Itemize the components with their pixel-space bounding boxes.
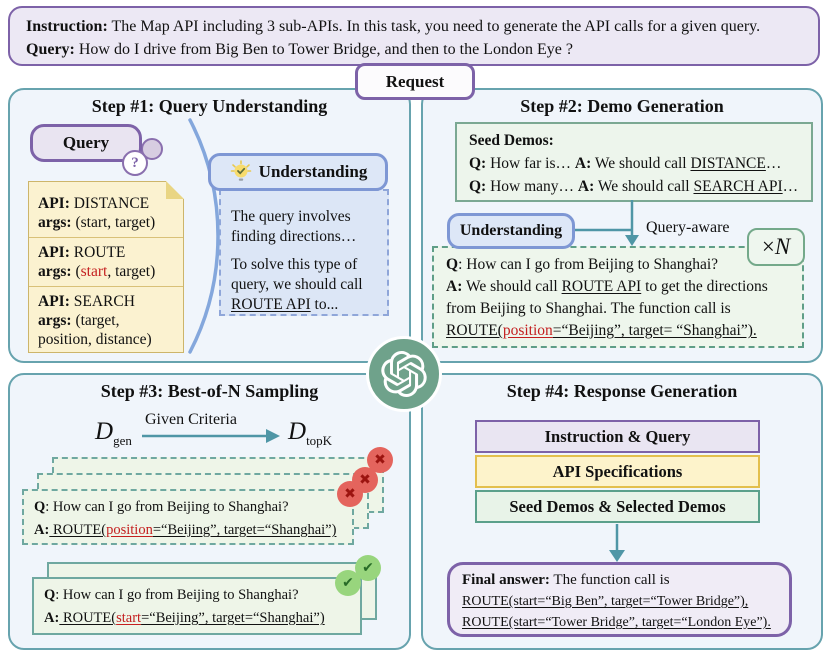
final-answer-line: [462, 570, 777, 591]
card-q-line: [34, 496, 342, 519]
understanding-label: Understanding: [459, 222, 563, 239]
route-api-underlined: ROUTE API: [561, 278, 642, 295]
cross-glyph: ✖: [359, 472, 371, 488]
api-name: SEARCH: [69, 293, 135, 310]
a-text: …: [765, 155, 782, 172]
api-underlined: SEARCH API: [693, 178, 783, 195]
question-bubble-icon: [122, 150, 148, 176]
check-glyph: ✔: [342, 575, 354, 591]
understanding-p2-post: to...: [310, 296, 339, 313]
a-text: We should call: [591, 155, 691, 172]
instruction-label: Instruction:: [26, 18, 108, 35]
step3-title: Step #3: Best-of-N Sampling: [100, 381, 319, 401]
q-text: How many…: [486, 178, 578, 195]
args-label: args:: [38, 312, 72, 329]
seed-demos-box: [455, 122, 813, 202]
q-label: Q: [34, 499, 46, 515]
api-spec-search: [29, 286, 183, 354]
seed-demos-title: Seed Demos:: [469, 132, 554, 149]
cross-glyph: ✖: [374, 452, 386, 468]
bar-label: Instruction & Query: [544, 426, 691, 446]
final-call-1: [462, 591, 777, 612]
card-q-line: [44, 584, 350, 607]
prompt-bar-seed-selected-demos: [475, 490, 760, 523]
call-arg-highlight: start: [116, 610, 142, 626]
accept-check-icon: [335, 570, 361, 596]
call-pre: ROUTE(: [49, 522, 107, 538]
args-label: args:: [38, 214, 72, 231]
args-text: , target): [107, 263, 156, 280]
times-n-badge: [747, 228, 805, 266]
final-answer-text: The function call is: [549, 572, 670, 588]
n-variable: N: [774, 234, 791, 259]
accepted-card-front: [32, 577, 362, 635]
openai-logo-icon: [366, 336, 442, 412]
q-text: : How can I go from Beijing to Shanghai?: [458, 256, 719, 273]
args-highlight: start: [80, 263, 108, 280]
understanding-p2: [231, 255, 377, 315]
given-criteria-label: Given Criteria: [145, 411, 237, 428]
cross-glyph: ✖: [344, 486, 356, 502]
d-base: D: [95, 418, 114, 445]
understanding-label: Understanding: [258, 162, 368, 181]
a-text: …: [782, 178, 799, 195]
d-base: D: [288, 418, 307, 445]
call-post: =“Beijing”, target= “Shanghai”).: [552, 322, 757, 339]
call-arg-highlight: position: [502, 322, 553, 339]
given-criteria-arrow: [140, 426, 285, 446]
a-label: A:: [577, 178, 595, 195]
call-pre: ROUTE(: [446, 322, 503, 339]
instruction-line: [26, 15, 802, 38]
api-spec-route: [29, 237, 183, 286]
seed-demo-line: [469, 175, 799, 198]
step4-title: Step #4: Response Generation: [506, 381, 738, 401]
api-label: API:: [38, 195, 70, 212]
question-mark: ?: [131, 154, 139, 171]
call-arg-highlight: position: [106, 522, 153, 538]
card-a-line: [34, 519, 342, 542]
a-label: A:: [446, 278, 463, 295]
q-text: : How can I go from Beijing to Shanghai?: [45, 499, 289, 515]
route-api-underlined: ROUTE API: [231, 296, 311, 313]
final-answer-label: Final answer:: [462, 572, 550, 588]
call-post: =“Beijing”, target=“Shanghai”): [152, 522, 337, 538]
a-label: A:: [574, 155, 592, 172]
api-label: API:: [38, 244, 70, 261]
d-sub: topK: [306, 433, 333, 448]
response-generation-arrow: [608, 524, 626, 564]
step1-title: Step #1: Query Understanding: [91, 96, 328, 116]
accepted-card-text: [34, 579, 360, 635]
args-text: (start, target): [71, 214, 156, 231]
understanding-badge: [208, 153, 388, 191]
api-spec-distance: [29, 182, 183, 237]
query-aware-label: Query-aware: [646, 219, 730, 236]
query-label: Query:: [26, 41, 75, 58]
a-text: We should call: [594, 178, 694, 195]
lightbulb-icon: [229, 160, 253, 184]
demo-a-line: [446, 276, 790, 342]
final-answer-box: [447, 562, 792, 637]
bar-label: Seed Demos & Selected Demos: [509, 496, 726, 516]
understanding-text-box: [219, 189, 389, 316]
demo-q-line: [446, 254, 790, 276]
q-label: Q: [446, 256, 459, 273]
prompt-bar-instruction-query: [475, 420, 760, 453]
route-call-underlined: ROUTE(start=“Big Ben”, target=“Tower Bridge”),: [462, 594, 749, 609]
q-label: Q:: [469, 178, 487, 195]
d-topk-symbol: [288, 418, 332, 449]
query-bubble-label: Query: [62, 133, 110, 152]
bar-label: API Specifications: [552, 461, 683, 481]
step2-title: Step #2: Demo Generation: [520, 96, 724, 116]
api-underlined: DISTANCE: [690, 155, 766, 172]
a-text: We should call: [462, 278, 562, 295]
seed-demo-line: [469, 152, 799, 175]
call-post: =“Beijing”, target=“Shanghai”): [141, 610, 325, 626]
understanding-p1: The query involves finding directions…: [231, 208, 357, 245]
check-glyph: ✔: [362, 560, 374, 576]
args-label: args:: [38, 263, 72, 280]
route-call-underlined: ROUTE(start=“Tower Bridge”, target=“London Eye”).: [462, 615, 771, 630]
args-text: (: [71, 263, 81, 280]
d-gen-symbol: [95, 418, 132, 449]
openai-knot-icon: [381, 351, 427, 397]
instruction-box: [8, 6, 820, 66]
prompt-bar-api-specifications: [475, 455, 760, 488]
call-pre: ROUTE(: [59, 610, 117, 626]
understanding-badge-step2: [447, 213, 575, 249]
d-sub: gen: [113, 433, 132, 448]
card-a-line: [44, 607, 350, 630]
q-text: How far is…: [486, 155, 575, 172]
q-label: Q:: [469, 155, 487, 172]
q-text: : How can I go from Beijing to Shanghai?: [55, 587, 299, 603]
times-symbol: ×: [761, 234, 775, 259]
request-badge: [355, 63, 475, 100]
a-label: A:: [34, 522, 50, 538]
api-name: DISTANCE: [69, 195, 150, 212]
understanding-p2-pre: To solve this type of query, we should call: [231, 256, 363, 293]
query-line: [26, 38, 802, 61]
q-label: Q: [44, 587, 56, 603]
rejected-card-text: [24, 491, 352, 547]
a-label: A:: [44, 610, 60, 626]
api-name: ROUTE: [69, 244, 126, 261]
api-label: API:: [38, 293, 70, 310]
rejected-card-front: [22, 489, 354, 545]
api-spec-note: [28, 181, 184, 353]
a-text: to get the directions from Beijing to Shanghai. The function call is: [446, 278, 768, 317]
brace-curve: [176, 112, 224, 360]
query-text: How do I drive from Big Ben to Tower Bridge, and then to the London Eye ?: [74, 41, 573, 58]
demo-generation-arrow: [570, 198, 650, 250]
reject-x-icon: [337, 481, 363, 507]
request-label: Request: [385, 71, 445, 91]
final-call-2: [462, 612, 777, 633]
instruction-text: The Map API including 3 sub-APIs. In this task, you need to generate the API calls for a given query.: [107, 18, 761, 35]
args-text: (target, position, distance): [38, 312, 152, 348]
